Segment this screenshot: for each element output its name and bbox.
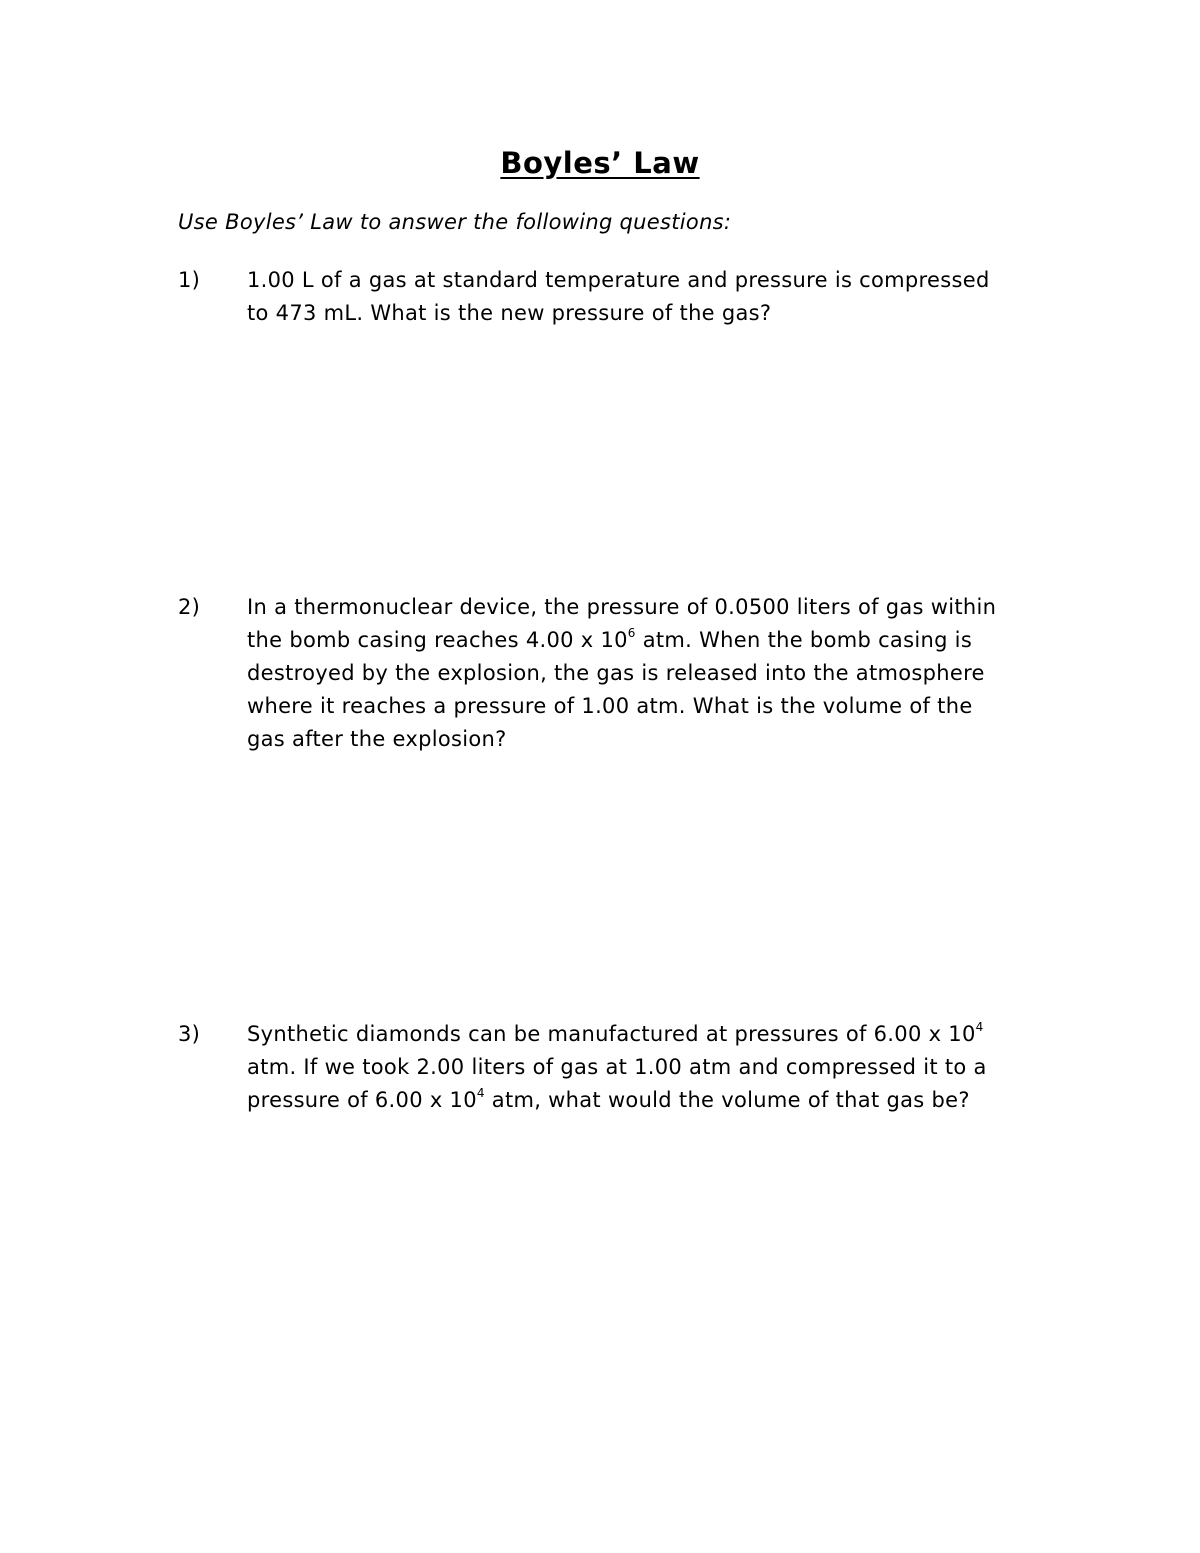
text-segment: atm, what would the volume of that gas be? <box>484 1088 970 1112</box>
question-text <box>247 1018 1037 1117</box>
exponent: 6 <box>627 626 636 640</box>
question-line: In a thermonuclear device, the pressure of 0.0500 liters of gas within <box>247 595 997 619</box>
text-segment: atm. When the bomb casing is <box>635 628 973 652</box>
text-segment: pressure of 6.00 x 10 <box>247 1088 477 1112</box>
question-line <box>247 1018 1037 1051</box>
text-segment: Synthetic diamonds can be manufactured at pressures of 6.00 x 10 <box>247 1022 976 1046</box>
question-line: where it reaches a pressure of 1.00 atm. What is the volume of the <box>247 694 973 718</box>
question-text <box>247 591 1037 756</box>
page-title: Boyles’ Law <box>500 146 700 180</box>
question-line: gas after the explosion? <box>247 727 507 751</box>
question-line: 1.00 L of a gas at standard temperature and pressure is compressed <box>247 268 990 292</box>
question-text <box>247 264 1037 330</box>
question-line: atm. If we took 2.00 liters of gas at 1.00 atm and compressed it to a <box>247 1055 987 1079</box>
question-number: 1) <box>178 268 201 292</box>
question-line <box>247 624 1037 657</box>
exponent: 4 <box>975 1020 984 1034</box>
question-number: 3) <box>178 1022 201 1046</box>
question-line: to 473 mL. What is the new pressure of the gas? <box>247 301 772 325</box>
exponent: 4 <box>476 1086 485 1100</box>
text-segment: the bomb casing reaches 4.00 x 10 <box>247 628 628 652</box>
instructions: Use Boyles’ Law to answer the following questions: <box>178 210 732 234</box>
question-line: destroyed by the explosion, the gas is released into the atmosphere <box>247 661 985 685</box>
question-line <box>247 1084 1037 1117</box>
question-number: 2) <box>178 595 201 619</box>
